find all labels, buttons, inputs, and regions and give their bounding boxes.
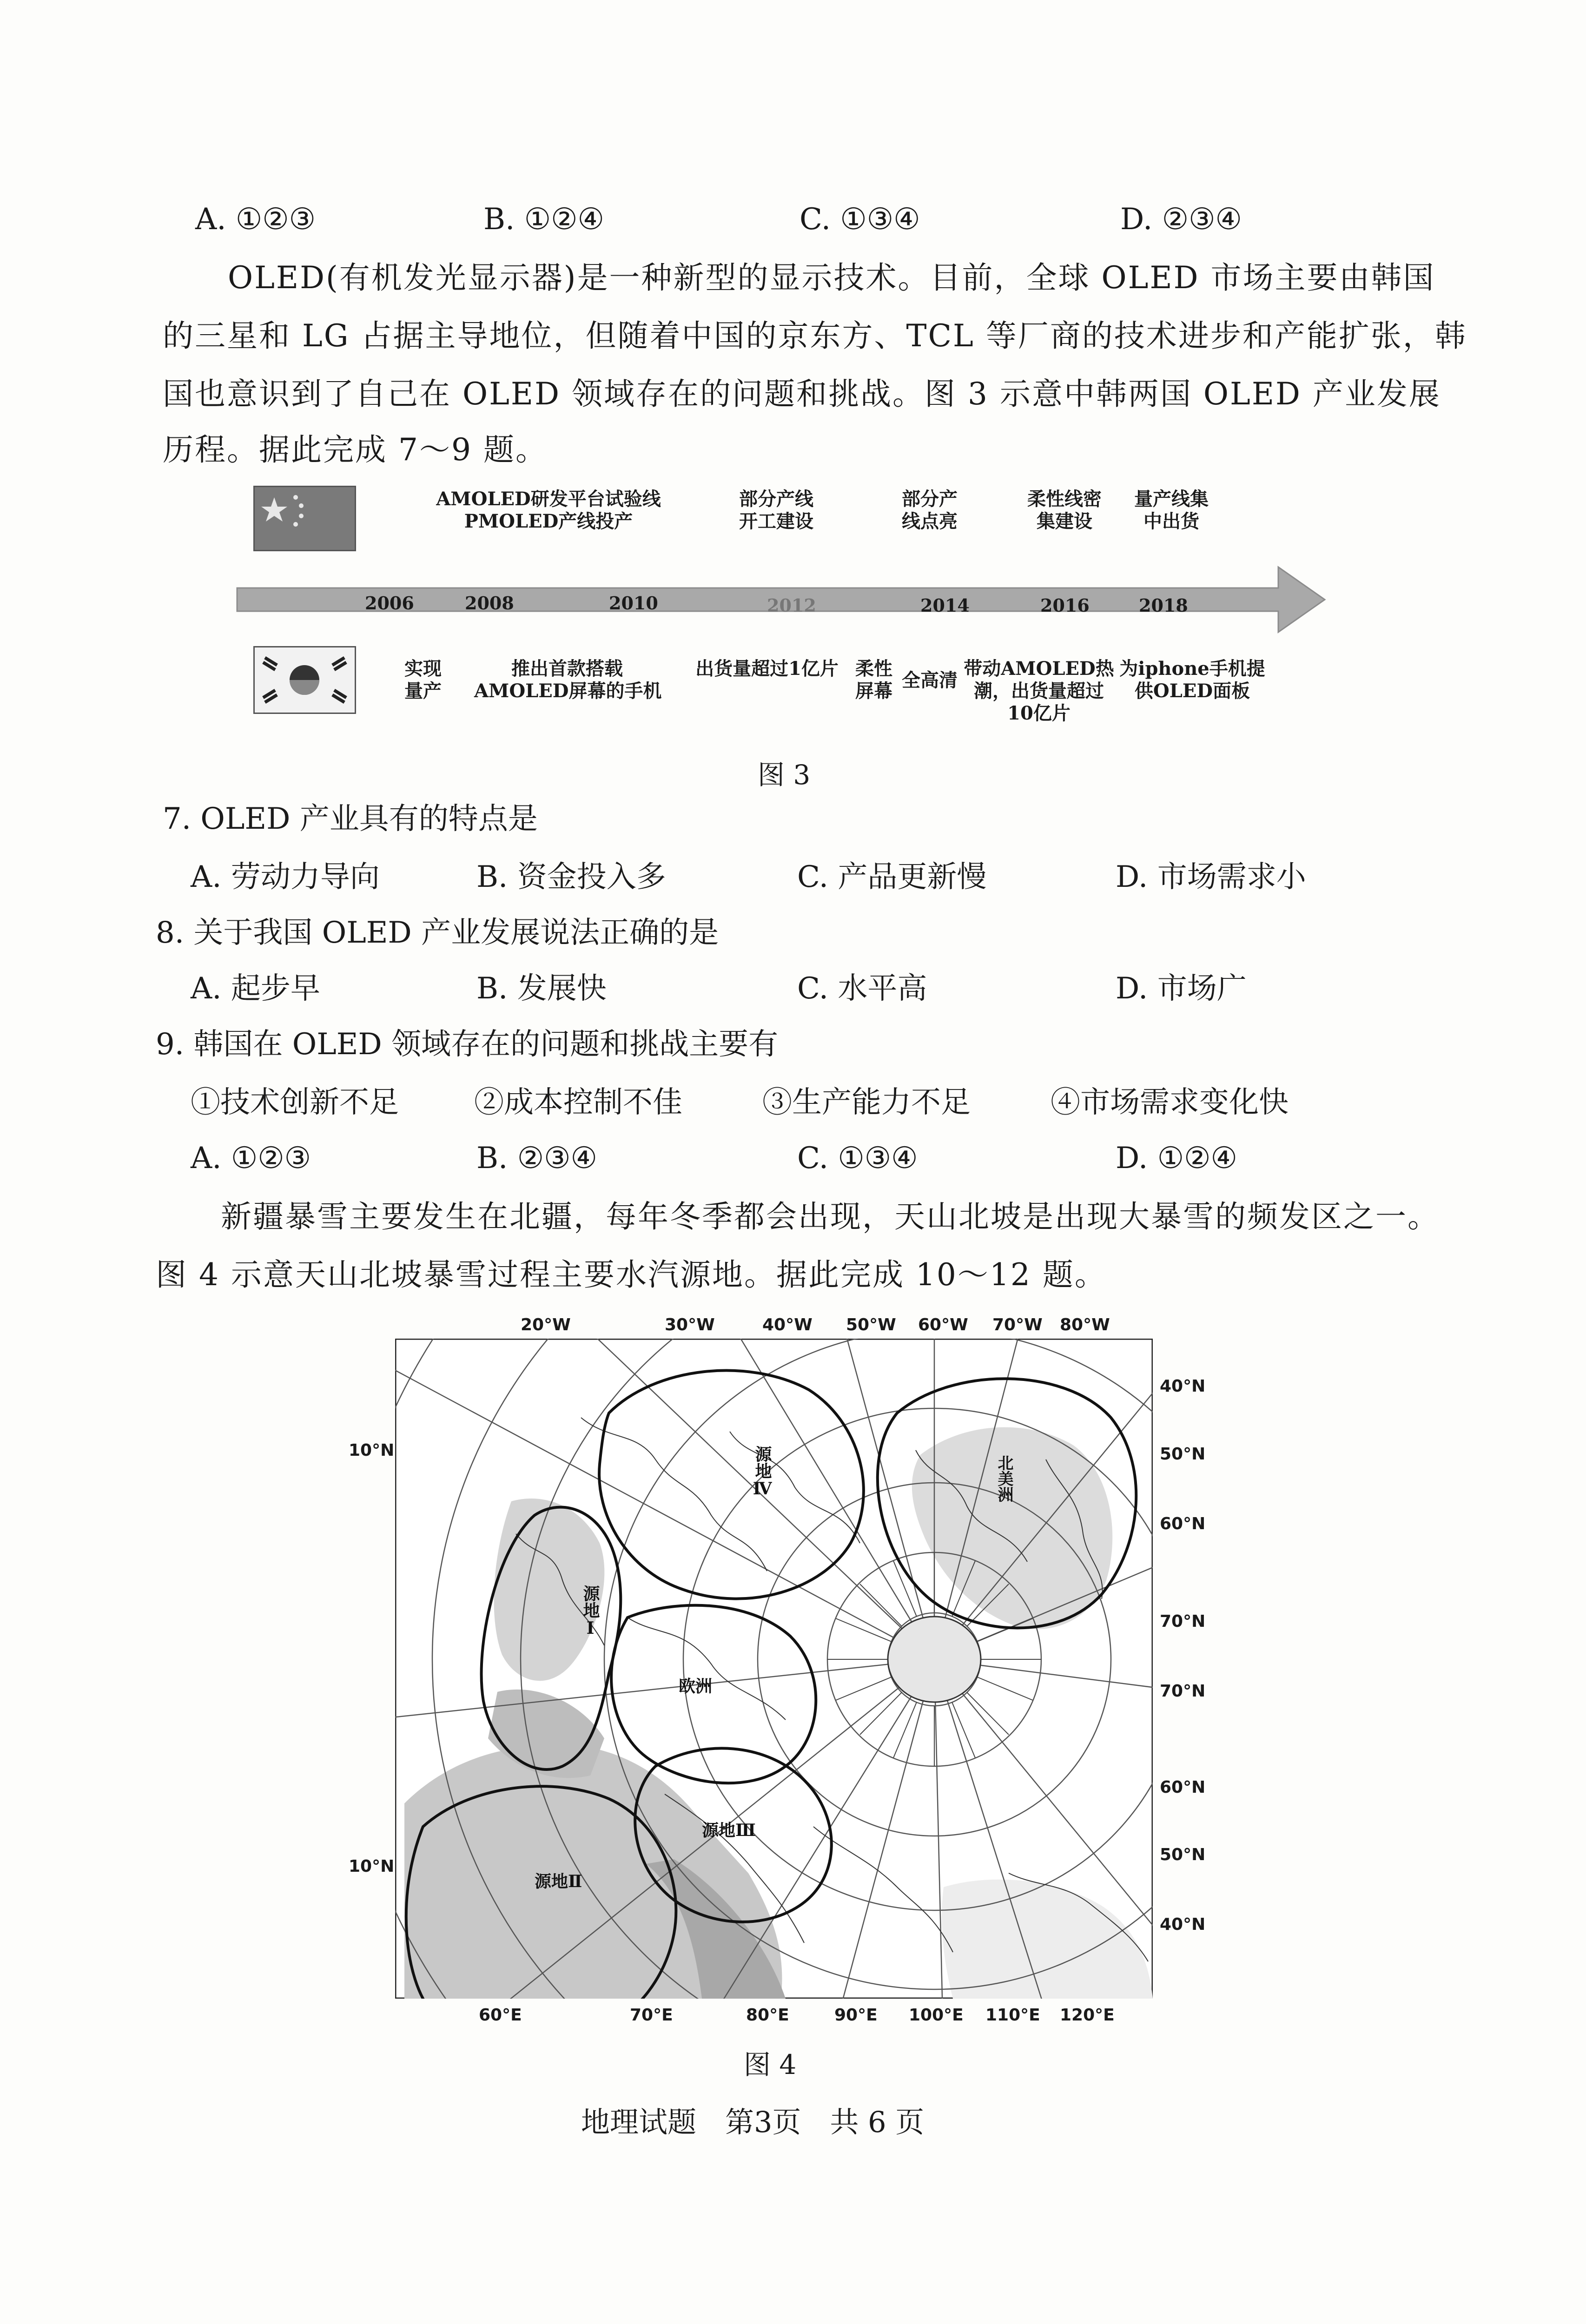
map-canvas <box>395 1339 1153 1999</box>
intro1-line-2: 的三星和 LG 占据主导地位，但随着中国的京东方、TCL 等厂商的技术进步和产能扩张，韩 <box>163 318 1467 354</box>
year-2016: 2016 <box>1040 595 1090 616</box>
q6-option-b: B. ①②④ <box>483 202 604 237</box>
figure-3-caption: 图 3 <box>758 759 811 791</box>
label-europe: 欧洲 <box>679 1677 713 1696</box>
korea-event-2013-flexible: 柔性 屏幕 <box>855 658 892 702</box>
year-2008: 2008 <box>465 593 514 614</box>
china-event-2016: 柔性线密 集建设 <box>1027 488 1102 532</box>
map-bottom-label-70e: 70°E <box>630 2006 673 2025</box>
q7-option-c: C. 产品更新慢 <box>797 860 987 894</box>
map-bottom-label-60e: 60°E <box>479 2006 522 2025</box>
china-event-2008-2010: AMOLED研发平台试验线 PMOLED产线投产 <box>436 488 661 532</box>
map-bottom-label-90e: 90°E <box>834 2006 878 2025</box>
china-event-2012: 部分产线 开工建设 <box>739 488 813 532</box>
intro1-line-4: 历程。据此完成 7～9 题。 <box>163 432 548 468</box>
q9-item-4: ④市场需求变化快 <box>1051 1085 1289 1120</box>
map-bottom-label-80e: 80°E <box>746 2006 789 2025</box>
korea-flag <box>253 646 356 714</box>
map-right-label-60n-bottom: 60°N <box>1160 1778 1206 1797</box>
q9-stem: 9. 韩国在 OLED 领域存在的问题和挑战主要有 <box>156 1027 779 1062</box>
map-right-label-60n-top: 60°N <box>1160 1514 1206 1533</box>
intro2-line-1: 新疆暴雪主要发生在北疆，每年冬季都会出现，天山北坡是出现大暴雪的频发区之一。 <box>221 1199 1440 1235</box>
q9-option-c: C. ①③④ <box>797 1141 918 1175</box>
korea-event-2007: 实现 量产 <box>404 658 442 702</box>
map-left-label-bottom: 10°N <box>349 1857 395 1876</box>
map-right-label-50n-top: 50°N <box>1160 1445 1206 1464</box>
intro2-line-2: 图 4 示意天山北坡暴雪过程主要水汽源地。据此完成 10～12 题。 <box>156 1257 1107 1293</box>
korea-flag-taegeuk-icon <box>255 647 355 713</box>
map-top-label-70w: 70°W <box>992 1315 1043 1334</box>
korea-event-2013-fullhd: 全高清 <box>902 669 958 691</box>
intro1-line-3: 国也意识到了自己在 OLED 领域存在的问题和挑战。图 3 示意中韩两国 OLED 产业发展 <box>163 376 1441 412</box>
q8-stem: 8. 关于我国 OLED 产业发展说法正确的是 <box>156 916 719 950</box>
china-event-2018: 量产线集 中出货 <box>1134 488 1209 532</box>
page-footer: 地理试题 第3页 共 6 页 <box>581 2105 925 2139</box>
q7-option-b: B. 资金投入多 <box>476 860 666 894</box>
q9-option-b: B. ②③④ <box>476 1141 597 1175</box>
label-source-2: 源地Ⅱ <box>535 1872 582 1891</box>
map-left-label-top: 10°N <box>349 1441 395 1460</box>
q8-option-c: C. 水平高 <box>797 971 927 1006</box>
q6-option-a: A. ①②③ <box>195 202 316 237</box>
map-bottom-label-120e: 120°E <box>1060 2006 1115 2025</box>
map-right-label-40n-bottom: 40°N <box>1160 1915 1206 1934</box>
korea-event-2011: 出货量超过1亿片 <box>695 658 839 680</box>
year-2018: 2018 <box>1139 595 1188 616</box>
china-flag-stars-icon <box>255 487 355 550</box>
q6-option-d: D. ②③④ <box>1120 202 1242 237</box>
korea-event-2015: 带动AMOLED热 潮，出货量超过 10亿片 <box>964 658 1114 724</box>
q7-option-d: D. 市场需求小 <box>1116 860 1306 894</box>
q8-option-b: B. 发展快 <box>476 971 607 1006</box>
map-right-label-50n-bottom: 50°N <box>1160 1845 1206 1864</box>
q8-option-d: D. 市场广 <box>1116 971 1247 1006</box>
china-flag <box>253 486 356 551</box>
map-top-label-50w: 50°W <box>846 1315 896 1334</box>
label-source-1: 源地Ⅰ <box>581 1585 600 1638</box>
q7-stem: 7. OLED 产业具有的特点是 <box>163 802 538 836</box>
q6-option-c: C. ①③④ <box>800 202 920 237</box>
map-bottom-label-110e: 110°E <box>985 2006 1040 2025</box>
year-2014: 2014 <box>920 595 970 616</box>
figure-4-map <box>325 1301 1209 2027</box>
label-source-4: 源地Ⅳ <box>753 1446 772 1499</box>
q9-item-1: ①技术创新不足 <box>191 1085 399 1120</box>
q9-item-3: ③生产能力不足 <box>762 1085 971 1120</box>
year-2006: 2006 <box>365 593 414 614</box>
korea-event-2009: 推出首款搭载 AMOLED屏幕的手机 <box>474 658 662 702</box>
figure-3-timeline <box>232 474 1329 762</box>
map-top-label-80w: 80°W <box>1060 1315 1110 1334</box>
q9-option-a: A. ①②③ <box>191 1141 311 1175</box>
figure-4-caption: 图 4 <box>744 2049 797 2080</box>
q7-option-a: A. 劳动力导向 <box>191 860 380 894</box>
china-event-2014: 部分产 线点亮 <box>902 488 958 532</box>
map-bottom-label-100e: 100°E <box>909 2006 964 2025</box>
map-top-label-30w: 30°W <box>665 1315 715 1334</box>
q8-option-a: A. 起步早 <box>191 971 320 1006</box>
year-2012: 2012 <box>767 595 816 616</box>
map-right-label-40n-top: 40°N <box>1160 1377 1206 1396</box>
map-right-label-70n-top: 70°N <box>1160 1612 1206 1631</box>
map-top-label-60w: 60°W <box>918 1315 968 1334</box>
korea-event-2017: 为iphone手机提 供OLED面板 <box>1119 658 1265 702</box>
year-2010: 2010 <box>609 593 658 614</box>
label-north-america: 北美洲 <box>995 1455 1013 1502</box>
map-top-label-20w: 20°W <box>521 1315 571 1334</box>
map-right-label-70n-bottom: 70°N <box>1160 1682 1206 1701</box>
label-source-3: 源地Ⅲ <box>702 1821 756 1840</box>
map-top-label-40w: 40°W <box>762 1315 813 1334</box>
q9-item-2: ②成本控制不佳 <box>474 1085 682 1120</box>
q9-option-d: D. ①②④ <box>1116 1141 1237 1175</box>
intro1-line-1: OLED(有机发光显示器)是一种新型的显示技术。目前，全球 OLED 市场主要由韩国 <box>228 260 1435 296</box>
